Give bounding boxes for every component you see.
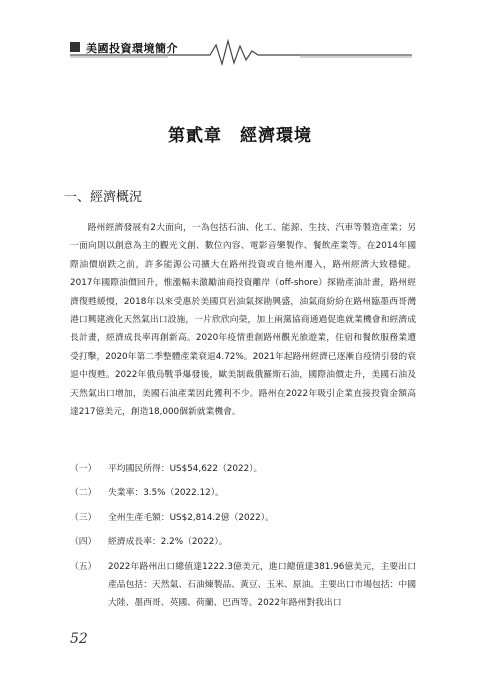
statistics-list [70,460,416,613]
list-marker: （五） [70,561,97,572]
list-marker: （三） [70,512,97,523]
section-title: 一、經濟概況 [64,190,143,205]
list-item [70,509,416,527]
list-item [70,484,416,502]
list-text: 平均國民所得：US$54,622（2022）。 [108,464,263,474]
list-marker: （二） [70,488,97,499]
list-item [70,533,416,551]
running-header [0,36,480,66]
header-ecg-line-graphic [0,36,480,66]
list-marker: （一） [70,464,97,474]
chapter-title: 第貳章 經濟環境 [168,126,312,146]
header-title: 美國投資環境簡介 [86,42,178,55]
list-text: 經濟成長率：2.2%（2022）。 [108,537,228,548]
list-text: 失業率：3.5%（2022.12）。 [108,488,224,499]
list-marker: （四） [70,537,97,548]
list-text: 全州生產毛額：US$2,814.2億（2022）。 [108,512,274,523]
list-text: 2022年路州出口總值達1222.3億美元，進口總值達381.96億美元，主要出口產品包括：天然氣、石油煉製品、黃豆、玉米、原油。主要出口市場包括：中國大陸、墨西哥、英國、荷蘭、巴西等。2022年路州對我出口 [108,561,416,609]
body-paragraph: 路州經濟發展有2大面向，一為包括石油、化工、能源、生技、汽車等製造產業；另一面向則以創意為主的觀光文創、數位內容、電影音樂製作、餐飲產業等。在2014年國際油價崩跌之前，許多能源公司擴大在路州投資或自他州遷入，路州經濟大致穩健。2017年國際油價回升，惟漲幅未激勵油商投資離岸（off-shore）探勘產油計畫，路州經濟復甦緩慢，2018年以來受惠於美國頁岩油氣探勘興盛，油氣商紛紛在路州臨墨西哥灣港口興建液化天然氣出口設施，一片欣欣向榮，加上兩黨協商通過促進就業機會和經濟成長計畫，經濟成長率再創新高。2020年疫情重創路州觀光旅遊業，住宿和餐飲服務業遭受打擊，2020年第二季整體產業衰退4.72%。2021年起路州經濟已逐漸自疫情引發的衰退中復甦。2022年俄烏戰爭爆發後，歐美制裁俄羅斯石油，國際油價走升，美國石油及天然氣出口增加，美國石油產業因此獲利不少。路州在2022年吸引企業直接投資金額高達217億美元，創造18,000個新就業機會。 [70,223,416,418]
page-number: 52 [70,631,88,647]
list-item [70,558,416,613]
list-item [70,460,416,478]
body-text [70,219,416,421]
